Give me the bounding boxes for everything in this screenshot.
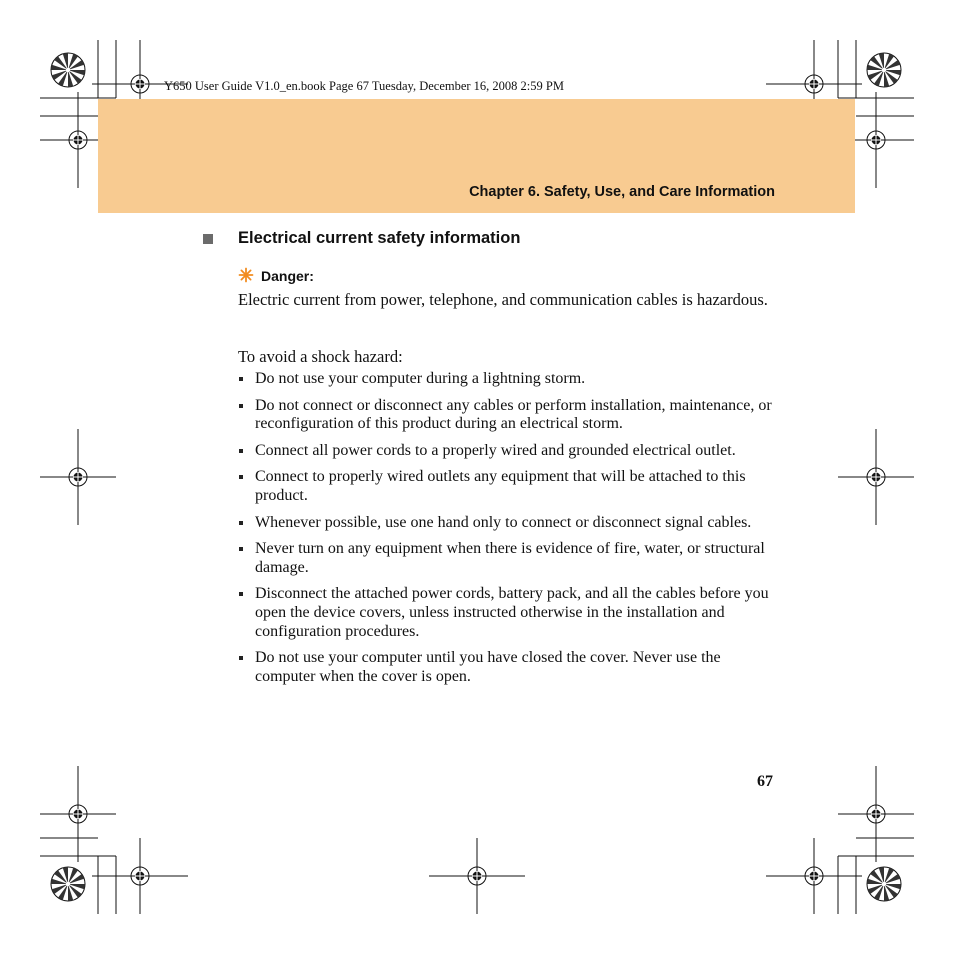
list-item-text: Connect to properly wired outlets any equipment that will be attached to this product. xyxy=(255,468,746,504)
list-item xyxy=(238,585,783,641)
list-item-text: Disconnect the attached power cords, battery pack, and all the cables before you open the device covers, unless instructed otherwise in the installation and configuration procedures. xyxy=(255,585,769,640)
square-bullet-icon xyxy=(239,475,243,479)
list-item xyxy=(238,540,783,577)
list-item xyxy=(238,370,783,389)
safety-bullet-list xyxy=(238,370,783,694)
list-item xyxy=(238,514,783,533)
square-bullet-icon xyxy=(239,521,243,525)
chapter-title: Chapter 6. Safety, Use, and Care Information xyxy=(469,184,775,200)
list-item-text: Do not use your computer until you have closed the cover. Never use the computer when the cover is open. xyxy=(255,649,721,685)
square-bullet-icon xyxy=(239,656,243,660)
list-item-text: Connect all power cords to a properly wired and grounded electrical outlet. xyxy=(255,441,736,459)
list-item-text: Whenever possible, use one hand only to connect or disconnect signal cables. xyxy=(255,513,752,531)
starburst-icon xyxy=(238,267,254,283)
section-square-bullet-icon xyxy=(203,234,213,244)
list-item xyxy=(238,442,783,461)
list-item-text: Do not use your computer during a lightning storm. xyxy=(255,370,586,387)
square-bullet-icon xyxy=(239,449,243,453)
square-bullet-icon xyxy=(239,404,243,408)
list-item xyxy=(238,397,783,434)
list-item xyxy=(238,468,783,505)
danger-text: Electric current from power, telephone, and communication cables is hazardous. xyxy=(238,290,768,309)
danger-label: Danger: xyxy=(261,268,314,284)
list-item-text: Never turn on any equipment when there is evidence of fire, water, or structural damage. xyxy=(255,540,765,576)
square-bullet-icon xyxy=(239,377,243,381)
intro-text: To avoid a shock hazard: xyxy=(238,347,403,366)
book-info-line: Y650 User Guide V1.0_en.book Page 67 Tuesday, December 16, 2008 2:59 PM xyxy=(164,79,564,93)
square-bullet-icon xyxy=(239,547,243,551)
page-number: 67 xyxy=(757,773,773,790)
list-item-text: Do not connect or disconnect any cables or perform installation, maintenance, or reconfiguration of this product during an electrical storm. xyxy=(255,396,772,433)
square-bullet-icon xyxy=(239,592,243,596)
section-title: Electrical current safety information xyxy=(238,229,521,247)
list-item xyxy=(238,649,783,686)
